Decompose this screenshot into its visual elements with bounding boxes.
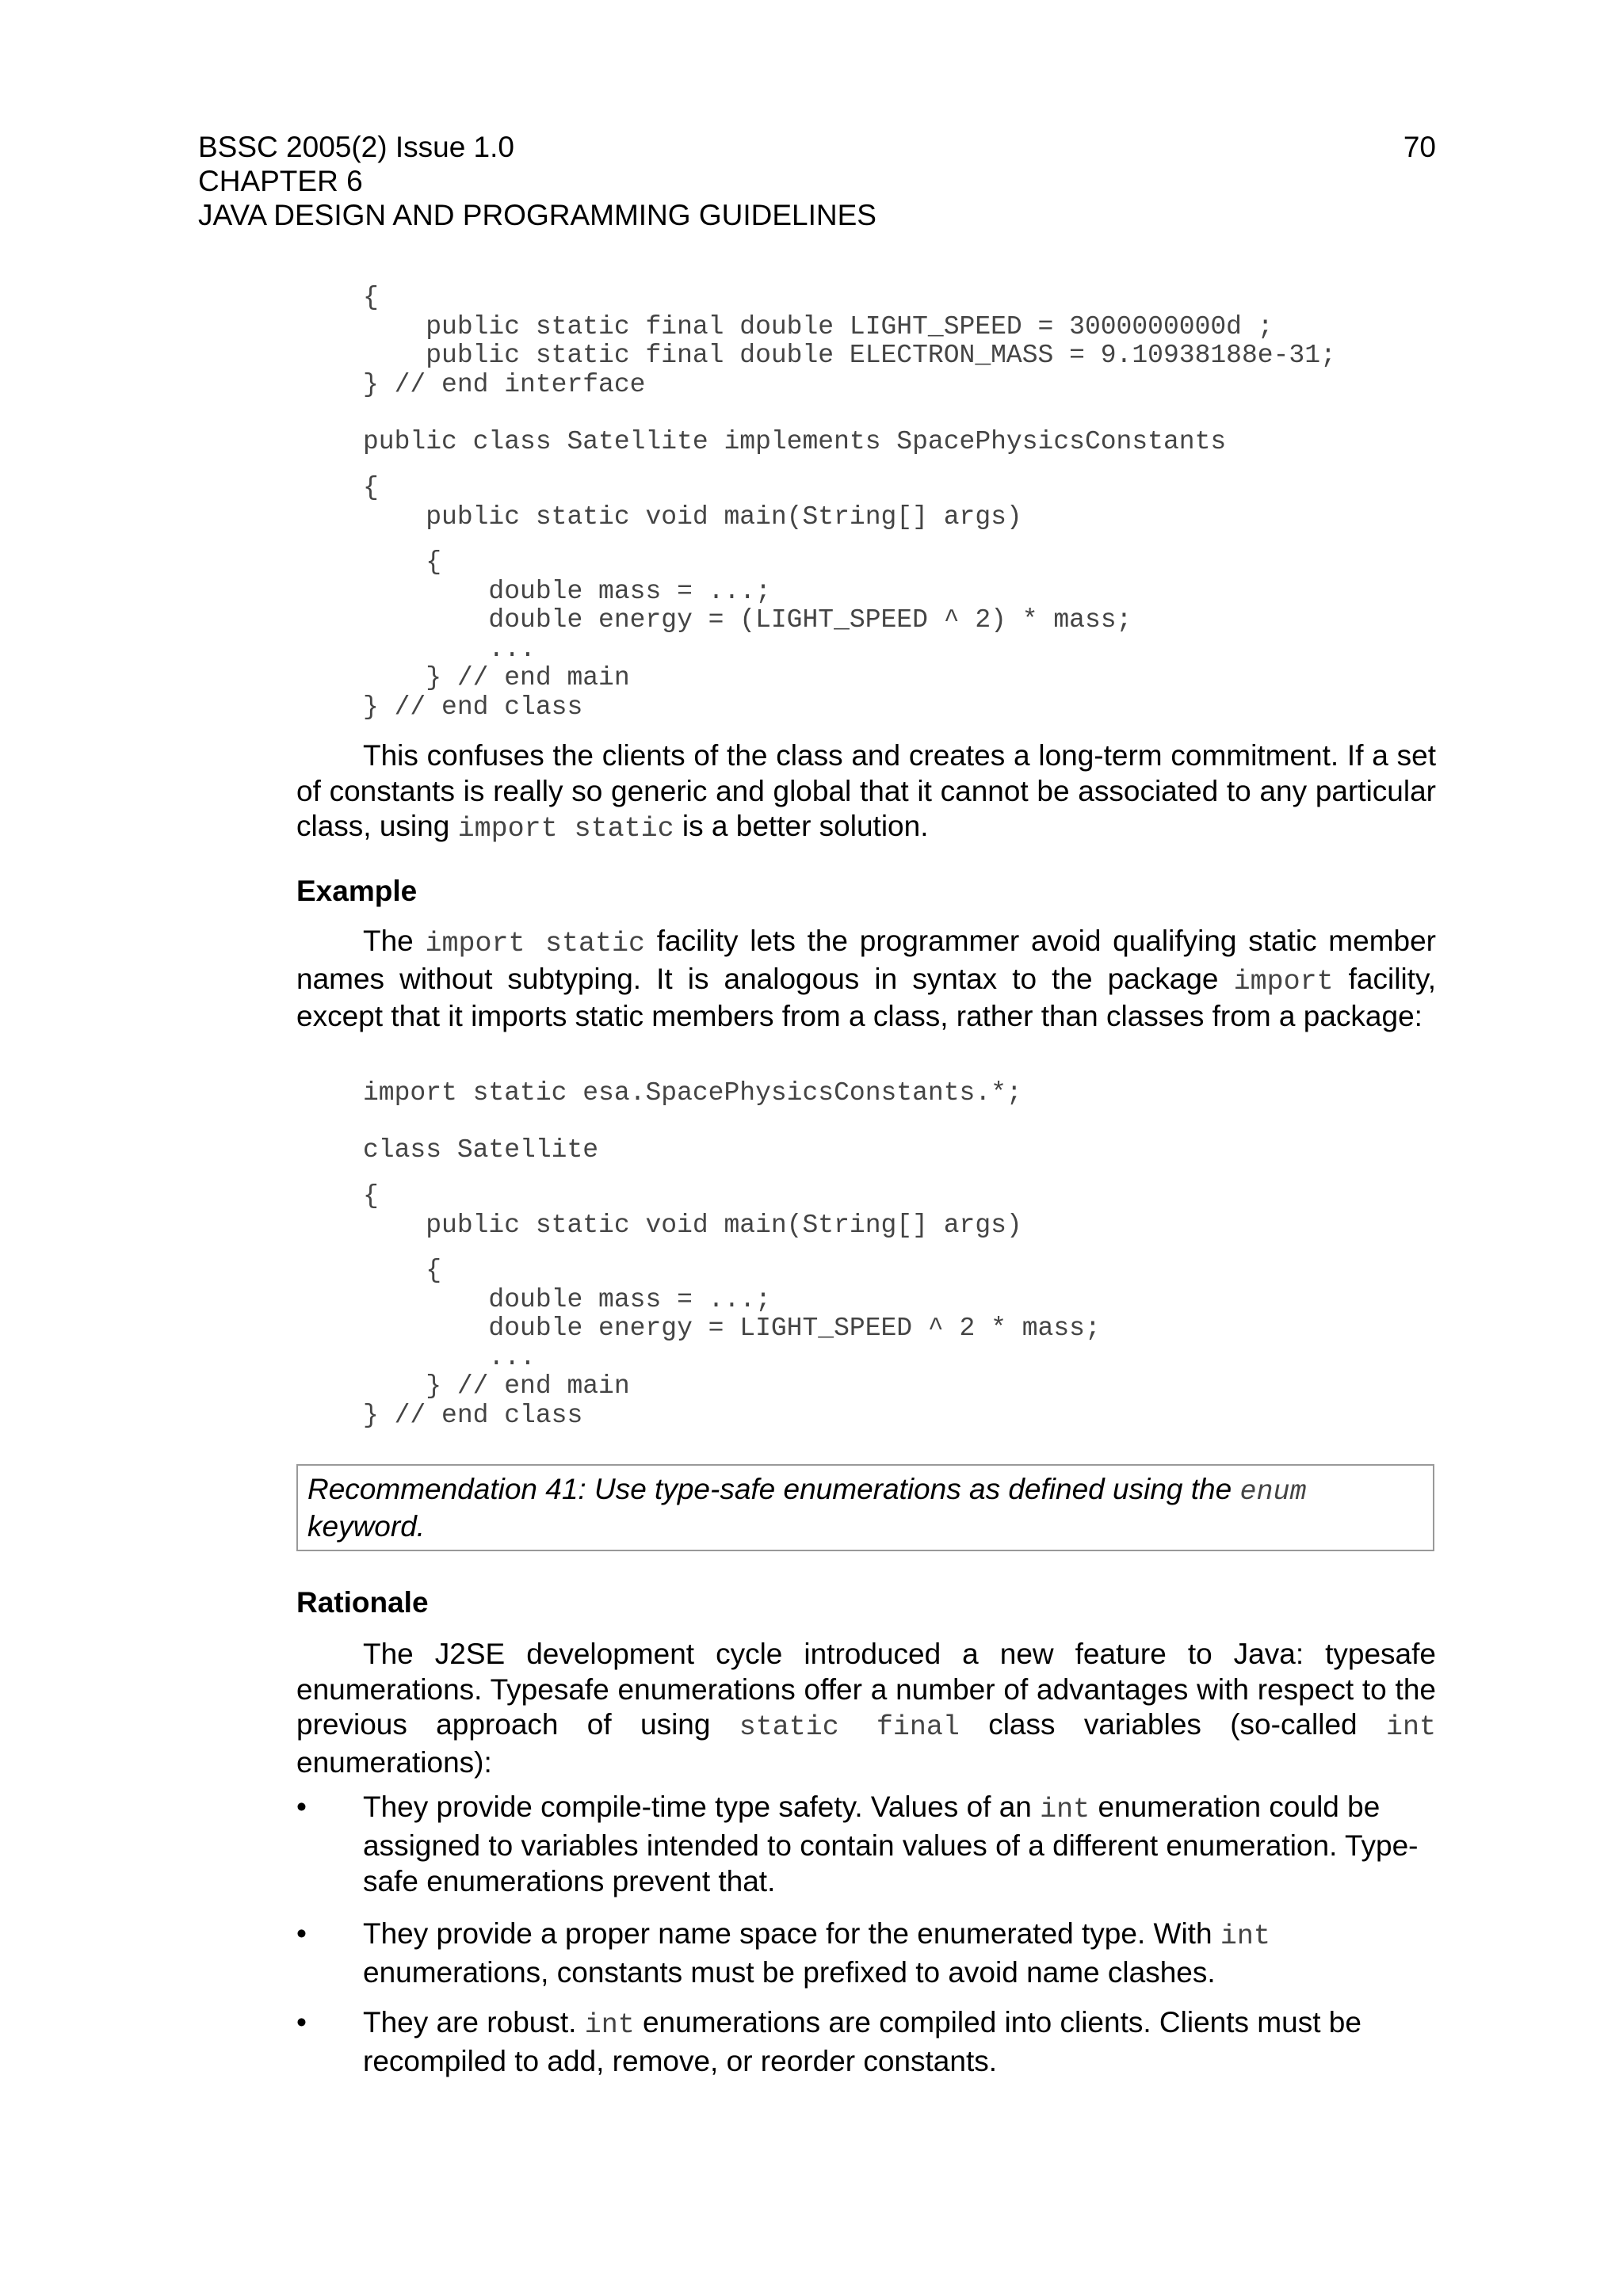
bullet-text: They provide compile-time type safety. Values of an int enumeration could be assigned to variables intended to contain values of a different enumeration. Type-safe enumerations prevent that. (363, 1791, 1419, 1897)
inline-code: int (584, 2009, 635, 2041)
inline-code: int (1220, 1920, 1270, 1952)
inline-code: int (1385, 1711, 1436, 1743)
bullet-text: They are robust. int enumerations are compiled into clients. Clients must be recompiled to add, remove, or reorder constants. (363, 2006, 1361, 2077)
page-number: 70 (1403, 131, 1436, 163)
chapter-title: JAVA DESIGN AND PROGRAMMING GUIDELINES (198, 199, 876, 231)
bullet-text: They provide a proper name space for the enumerated type. With int enumerations, constants must be prefixed to avoid name clashes. (363, 1917, 1270, 1989)
heading-rationale: Rationale (296, 1586, 429, 1619)
doc-id: BSSC 2005(2) Issue 1.0 (198, 131, 514, 163)
bullet-symbol: • (296, 1917, 307, 1950)
inline-code: static final (739, 1711, 960, 1743)
bullet-symbol: • (296, 2006, 307, 2039)
code-block-main-signature-2: { public static void main(String[] args) (363, 1181, 1022, 1240)
heading-example: Example (296, 875, 418, 907)
inline-code: import (1233, 965, 1334, 997)
inline-code: import static (425, 928, 645, 959)
inline-code: import static (457, 813, 674, 845)
bullet-symbol: • (296, 1791, 307, 1823)
code-block-main-body-2: { double mass = ...; double energy = LIGHT_SPEED ^ 2 * mass; ... } // end main } // end class (363, 1256, 1101, 1430)
recommendation-box: Recommendation 41: Use type-safe enumerations as defined using the enum keyword. (296, 1464, 1434, 1551)
page-header (198, 130, 1436, 232)
code-block-import: import static esa.SpacePhysicsConstants.*; (363, 1078, 1022, 1108)
chapter-label: CHAPTER 6 (198, 165, 363, 197)
inline-code: enum (1239, 1476, 1307, 1508)
paragraph-typesafe-enums: The J2SE development cycle introduced a new feature to Java: typesafe enumerations. Typesafe enumerations offer a number of advantages with respect to the previous approach of using static final class variables (so-called int enumerations): (296, 1638, 1436, 1779)
code-block-main-body: { double mass = ...; double energy = (LIGHT_SPEED ^ 2) * mass; ... } // end main } // end class (363, 547, 1132, 722)
code-block-class-declaration: public class Satellite implements SpacePhysicsConstants (363, 427, 1227, 456)
code-block-class-satellite: class Satellite (363, 1135, 599, 1165)
code-block-main-signature: { public static void main(String[] args) (363, 473, 1022, 532)
paragraph-import-static: The import static facility lets the programmer avoid qualifying static member names without subtyping. It is analogous in syntax to the package import facility, except that it imports static members from a class, rather than classes from a package: (296, 925, 1436, 1032)
code-block-interface-body: { public static final double LIGHT_SPEED = 3000000000d ; public static final double ELECTRON_MASS = 9.10938188e-31; } // end interface (363, 283, 1336, 399)
inline-code: int (1040, 1794, 1090, 1825)
paragraph-constants-interface: This confuses the clients of the class and creates a long-term commitment. If a set of constants is really so generic and global that it cannot be associated to any particular class, using import static is a better solution. (296, 739, 1436, 845)
